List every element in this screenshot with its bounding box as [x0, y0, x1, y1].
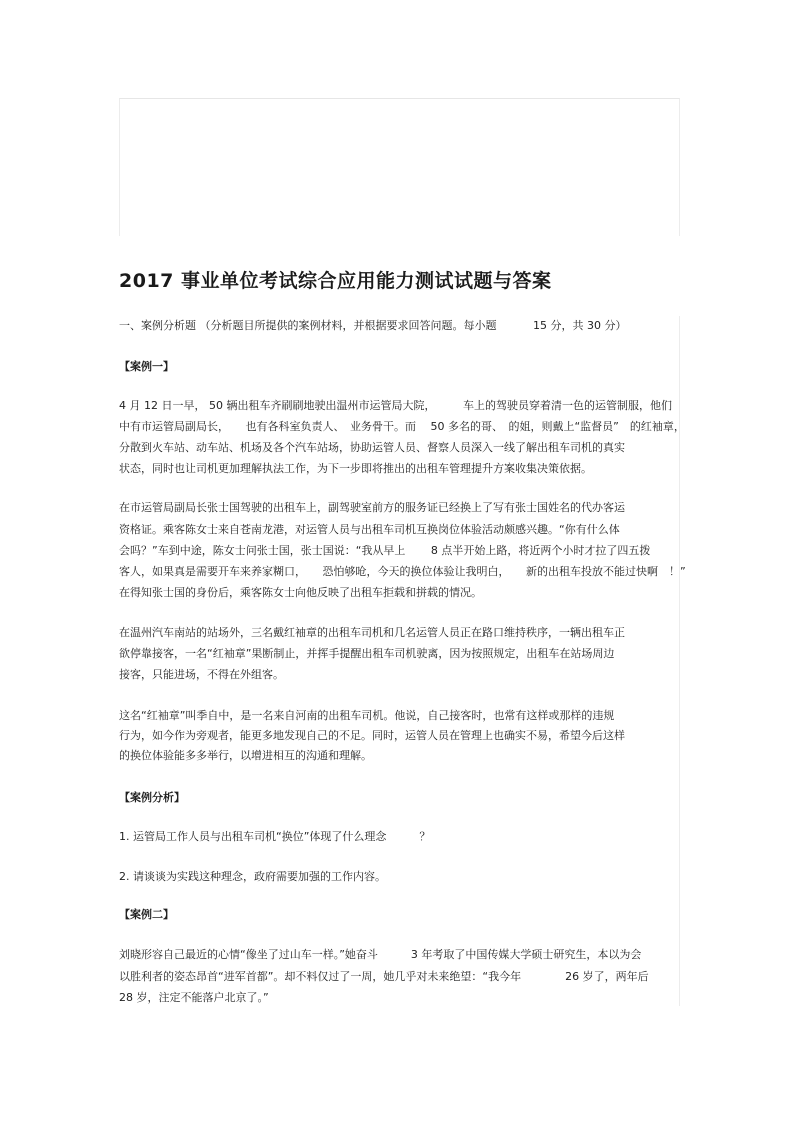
paragraph-line: 的换位体验能多多举行，以增进相互的沟通和理解。 [119, 749, 372, 762]
paragraph-line: 以胜利者的姿态昂首“进军首都”。却不料仅过了一周，她几乎对未来绝望：“我今年 26 岁了，两年后 [119, 970, 649, 983]
case1-label: 【案例一】 [119, 360, 174, 373]
paragraph-line: 客人，如果真是需要开车来养家糊口， 恐怕够呛，今天的换位体验让我明白， 新的出租车投放不能过快啊 ！” [119, 565, 686, 578]
paragraph-line: 资格证。乘客陈女士来自苍南龙港，对运管人员与出租车司机互换岗位体验活动颇感兴趣。“你有什么体 [119, 523, 620, 536]
paragraph-line: 在市运管局副局长张士国驾驶的出租车上，副驾驶室前方的服务证已经换上了写有张士国姓名的代办客运 [119, 501, 625, 514]
paragraph-line: 4 月 12 日一早， 50 辆出租车齐刷刷地驶出温州市运管局大院， 车上的驾驶员穿着清一色的运管制服，他们 [119, 399, 672, 412]
paragraph-line: 28 岁，注定不能落户北京了。” [119, 991, 269, 1004]
page-title: 2017 事业单位考试综合应用能力测试试题与答案 [119, 270, 552, 292]
question-2: 2. 请谈谈为实践这种理念，政府需要加强的工作内容。 [119, 870, 386, 883]
paragraph-line: 在得知张士国的身份后，乘客陈女士向他反映了出租车拒载和拼载的情况。 [119, 586, 482, 599]
paragraph-line: 这名“红袖章”叫季自中，是一名来自河南的出租车司机。他说，自己接客时，也常有这样或那样的违规 [119, 709, 615, 722]
paragraph-line: 中有市运管局副局长， 也有各科室负责人、 业务骨干。而 50 多名的哥、 的姐，则戴上“监督员” 的红袖章， [119, 420, 685, 433]
paragraph-line: 刘晓形容自己最近的心情“像坐了过山车一样。”她奋斗 3 年考取了中国传媒大学硕士研究生，本以为会 [119, 948, 642, 961]
paragraph-line: 状态，同时也让司机更加理解执法工作，为下一步即将推出的出租车管理提升方案收集决策依据。 [119, 462, 592, 475]
paragraph-line: 欲停靠接客，一名“红袖章”果断制止，并挥手提醒出租车司机驶离，因为按照规定，出租车在站场周边 [119, 647, 615, 660]
paragraph-line: 分散到火车站、动车站、机场及各个汽车站场，协助运管人员、督察人员深入一线了解出租车司机的真实 [119, 441, 625, 454]
analysis-label: 【案例分析】 [119, 791, 185, 804]
section-heading: 一、案例分析题 （分析题目所提供的案例材料，并根据要求回答问题。每小题 15 分，共 30 分） [119, 319, 627, 332]
header-blank-frame [119, 98, 680, 236]
case2-label: 【案例二】 [119, 908, 174, 921]
paragraph-line: 在温州汽车南站的站场外，三名戴红袖章的出租车司机和几名运管人员正在路口维持秩序，一辆出租车正 [119, 626, 625, 639]
paragraph-line: 行为，如今作为旁观者，能更多地发现自己的不足。同时，运管人员在管理上也确实不易，希望今后这样 [119, 729, 625, 742]
paragraph-line: 会吗？”车到中途，陈女士问张士国，张士国说：“我从早上 8 点半开始上路，将近两个小时才拉了四五拨 [119, 544, 651, 557]
paragraph-line: 接客，只能进场，不得在外组客。 [119, 668, 284, 681]
question-1: 1. 运管局工作人员与出租车司机“换位”体现了什么理念 ？ [119, 830, 431, 843]
